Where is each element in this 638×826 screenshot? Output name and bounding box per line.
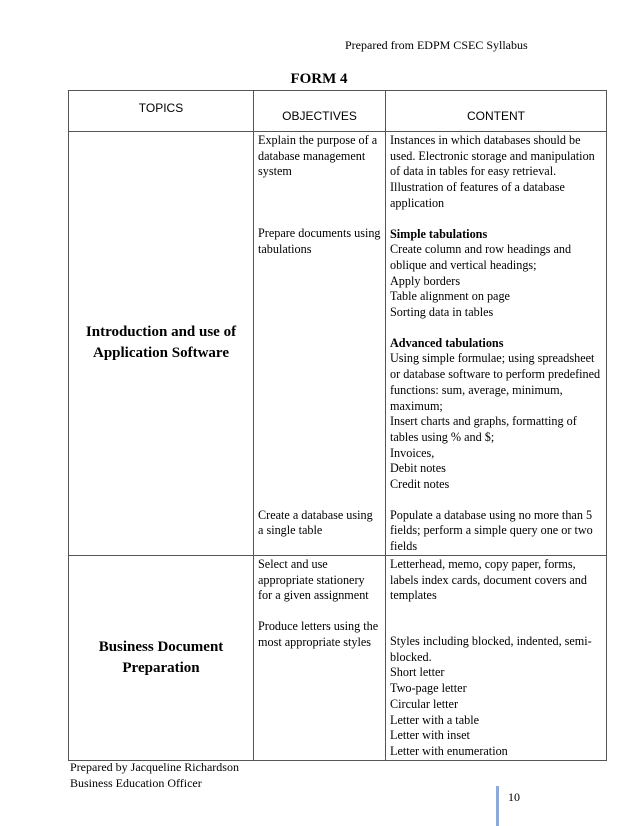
content-item: Two-page letter <box>390 681 467 696</box>
content-item: Invoices, <box>390 445 435 460</box>
content-item: Letter with enumeration <box>390 743 508 758</box>
content-item: Letter with inset <box>390 728 470 743</box>
topic-cell <box>69 555 254 760</box>
objective-item: Explain the purpose of a database management system <box>258 133 378 179</box>
footer-role: Business Education Officer <box>70 776 202 790</box>
content-item: Short letter <box>390 665 445 680</box>
table-row <box>69 555 607 760</box>
content-paragraph: Instances in which databases should be used. Electronic storage and manipulation of data in tables for easy retrieval. Illustration of features of a database application <box>390 133 595 210</box>
table-row <box>69 132 607 556</box>
objective-item: Select and use appropriate stationery for a given assignment <box>258 556 369 603</box>
content-item: Create column and row headings and oblique and vertical headings; <box>390 242 572 272</box>
objective-item: Prepare documents using tabulations <box>258 226 381 256</box>
header-note: Prepared from EDPM CSEC Syllabus <box>345 38 528 52</box>
objectives-cell <box>254 132 386 556</box>
content-item: Insert charts and graphs, formatting of tables using % and $; <box>390 414 577 444</box>
content-subheading: Advanced tabulations <box>390 335 504 350</box>
content-paragraph: Letterhead, memo, copy paper, forms, labels index cards, document covers and templates <box>390 556 587 603</box>
content-paragraph: Populate a database using no more than 5 fields; perform a simple query one or two fields <box>390 507 593 554</box>
column-header-objectives: OBJECTIVES <box>254 91 386 132</box>
objective-item: Create a database using a single table <box>258 507 373 538</box>
topic-cell <box>69 132 254 556</box>
table-header-row <box>69 91 607 132</box>
content-item: Circular letter <box>390 696 459 711</box>
objective-item: Produce letters using the most appropriate styles <box>258 618 379 649</box>
syllabus-table <box>68 90 607 761</box>
footer-author: Prepared by Jacqueline Richardson <box>70 760 239 774</box>
form-title: FORM 4 <box>290 71 348 87</box>
objectives-cell <box>254 555 386 760</box>
content-item: Styles including blocked, indented, semi-blocked. <box>390 633 592 664</box>
content-subheading: Simple tabulations <box>390 226 488 241</box>
content-item: Apply borders <box>390 273 461 288</box>
page-number: 10 <box>508 790 520 804</box>
content-item: Table alignment on page <box>390 289 510 304</box>
content-cell <box>386 132 607 556</box>
page-number-bar <box>496 786 499 826</box>
topic-text: Business Document Preparation <box>98 638 224 676</box>
content-item: Sorting data in tables <box>390 305 494 320</box>
content-cell <box>386 555 607 760</box>
column-header-topics: TOPICS <box>69 91 254 132</box>
topic-text: Introduction and use of Application Software <box>85 324 237 362</box>
content-item: Using simple formulae; using spreadsheet or database software to perform predefined functions: sum, average, minimum, maximum; <box>390 351 601 413</box>
content-item: Letter with a table <box>390 712 479 727</box>
column-header-content: CONTENT <box>386 91 607 132</box>
content-item: Debit notes <box>390 461 446 476</box>
content-item: Credit notes <box>390 477 450 492</box>
